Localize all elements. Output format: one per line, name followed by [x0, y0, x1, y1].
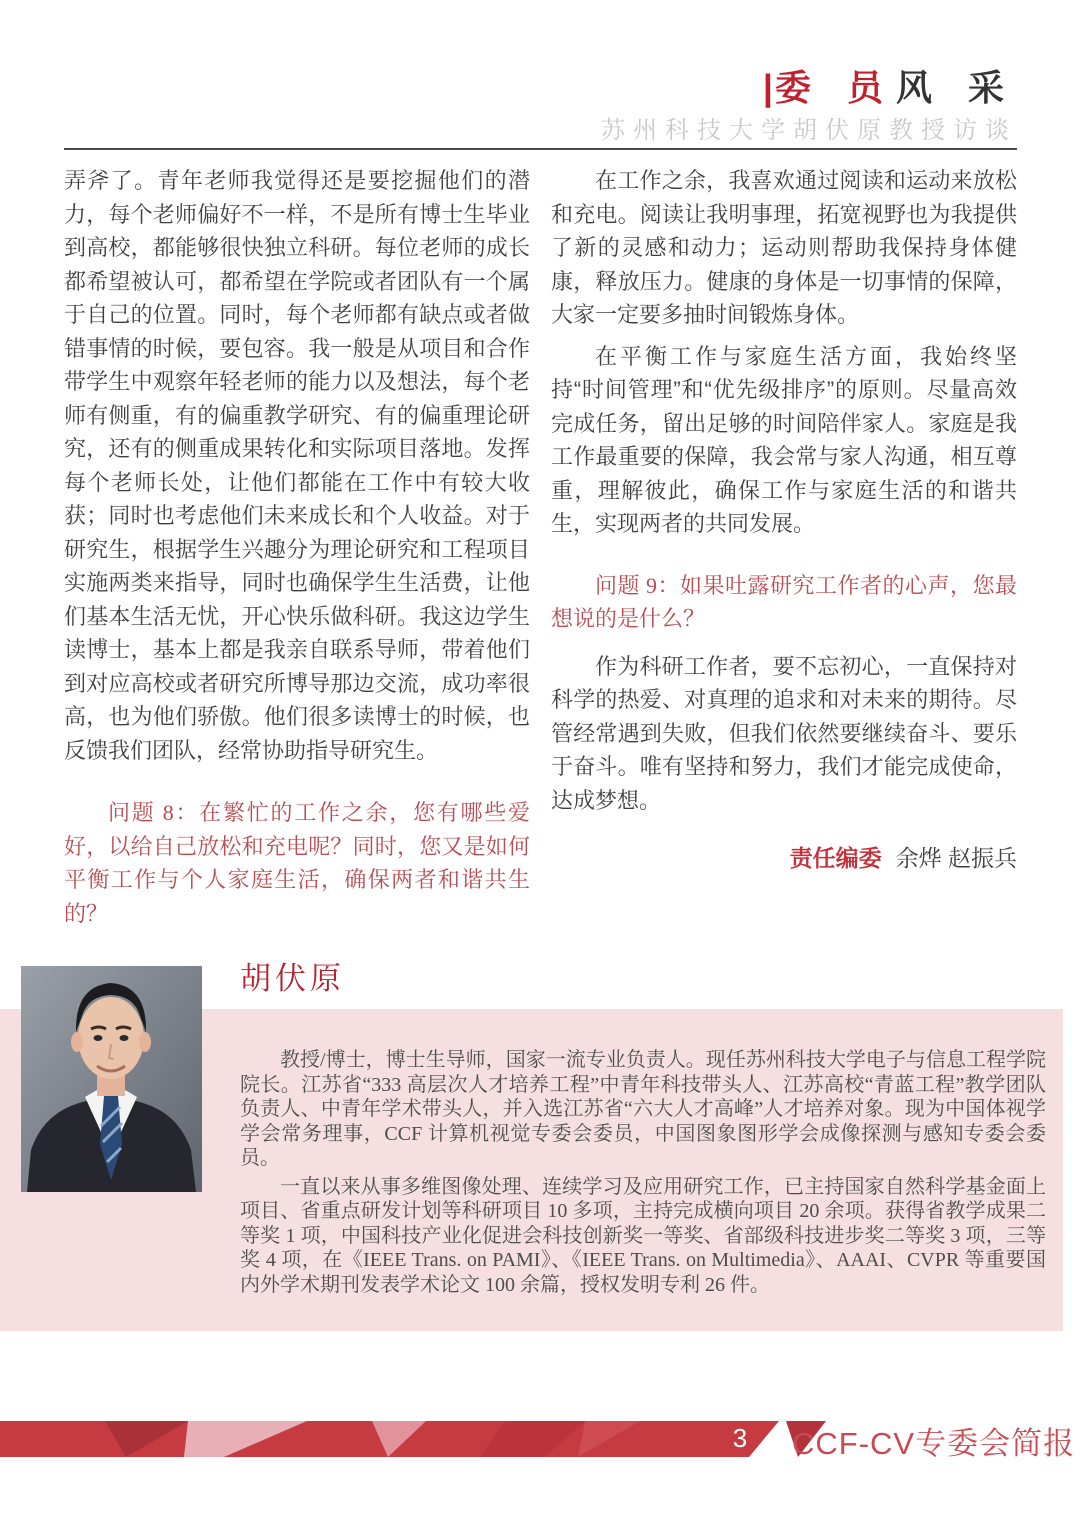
footer-band-graphic — [0, 1421, 830, 1457]
bio-paragraph: 教授/博士，博士生导师，国家一流专业负责人。现任苏州科技大学电子与信息工程学院院长。江苏省“333 高层次人才培养工程”中青年科技带头人、江苏高校“青蓝工程”教学团队负责人、中青年学术带头人，并入选江苏省“六大人才高峰”人才培养对象。现为中国体视学学会常务理事，CCF 计算机视觉专委会委员，中国图象图形学会成像探测与感知专委会委员。 — [240, 1049, 1046, 1169]
publication-title: CCF-CV专委会简报 — [792, 1426, 1076, 1461]
header-divider — [64, 148, 1017, 150]
red-bar-marker: | — [762, 67, 775, 108]
portrait-photo-graphic — [21, 966, 202, 1192]
profile-name: 胡伏原 — [240, 961, 345, 996]
body-paragraph: 在平衡工作与家庭生活方面，我始终坚持“时间管理”和“优先级排序”的原则。尽量高效完成任务，留出足够的时间陪伴家人。家庭是我工作最重要的保障，我会常与家人沟通，相互尊重，理解彼此，确保工作与家庭生活的和谐共生，实现两者的共同发展。 — [551, 343, 1017, 536]
question-8: 问题 8：在繁忙的工作之余，您有哪些爱好，以给自己放松和充电呢？同时，您又是如何平衡工作与个人家庭生活，确保两者和谐共生的？ — [64, 800, 530, 926]
editor-names: 余烨 赵振兵 — [895, 845, 1017, 871]
portrait-photo — [21, 966, 202, 1192]
header-subtitle: 苏州科技大学胡伏原教授访谈 — [601, 117, 1017, 144]
left-column — [64, 164, 530, 930]
body-paragraph: 作为科研工作者，要不忘初心，一直保持对科学的热爱、对真理的追求和对未来的期待。尽管经常遇到失败，但我们依然要继续奋斗、要乐于奋斗。唯有坚持和努力，我们才能完成使命，达成梦想。 — [551, 653, 1017, 813]
editor-label: 责任编委 — [789, 845, 882, 871]
article-columns — [64, 164, 1017, 930]
section-title-red: 委 员 — [774, 67, 896, 108]
page-number: 3 — [732, 1423, 748, 1453]
section-header — [763, 60, 1017, 111]
editor-credit — [551, 843, 1017, 873]
body-paragraph: 弄斧了。青年老师我觉得还是要挖掘他们的潜力，每个老师偏好不一样，不是所有博士生毕业到高校，都能够很快独立科研。每位老师的成长都希望被认可，都希望在学院或者团队有一个属于自己的位置。同时，每个老师都有缺点或者做错事情的时候，要包容。我一般是从项目和合作带学生中观察年轻老师的能力以及想法，每个老师有侧重，有的偏重教学研究、有的偏重理论研究，还有的侧重成果转化和实际项目落地。发挥每个老师长处，让他们都能在工作中有较大收获；同时也考虑他们未来成长和个人收益。对于研究生，根据学生兴趣分为理论研究和工程项目实施两类来指导，同时也确保学生生活费，让他们基本生活无忧，开心快乐做科研。我这边学生读博士，基本上都是我亲自联系导师，带着他们到对应高校或者研究所博导那边交流，成功率很高，也为他们骄傲。他们很多读博士的时候，也反馈我们团队，经常协助指导研究生。 — [64, 168, 530, 763]
body-paragraph: 在工作之余，我喜欢通过阅读和运动来放松和充电。阅读让我明事理，拓宽视野也为我提供了新的灵感和动力；运动则帮助我保持身体健康，释放压力。健康的身体是一切事情的保障，大家一定要多抽时间锻炼身体。 — [551, 168, 1017, 327]
bio-paragraph: 一直以来从事多维图像处理、连续学习及应用研究工作，已主持国家自然科学基金面上项目、省重点研发计划等科研项目 10 多项，主持完成横向项目 20 余项。获得省教学成果二等奖 1 项，中国科技产业化促进会科技创新奖一等奖、省部级科技进步奖二等奖 3 项，三等奖 4 项，在《IEEE Trans. on PAMI》、《IEEE Trans. on Multimedia》、AAAI、CVPR 等重要国内外学术期刊发表学术论文 100 余篇，授权发明专利 26 件。 — [240, 1175, 1046, 1296]
section-title-dark: 风 采 — [895, 67, 1017, 108]
question-9: 问题 9：如果吐露研究工作者的心声，您最想说的是什么？ — [551, 572, 1017, 631]
profile-bio — [240, 1048, 1046, 1301]
right-column — [551, 164, 1017, 930]
